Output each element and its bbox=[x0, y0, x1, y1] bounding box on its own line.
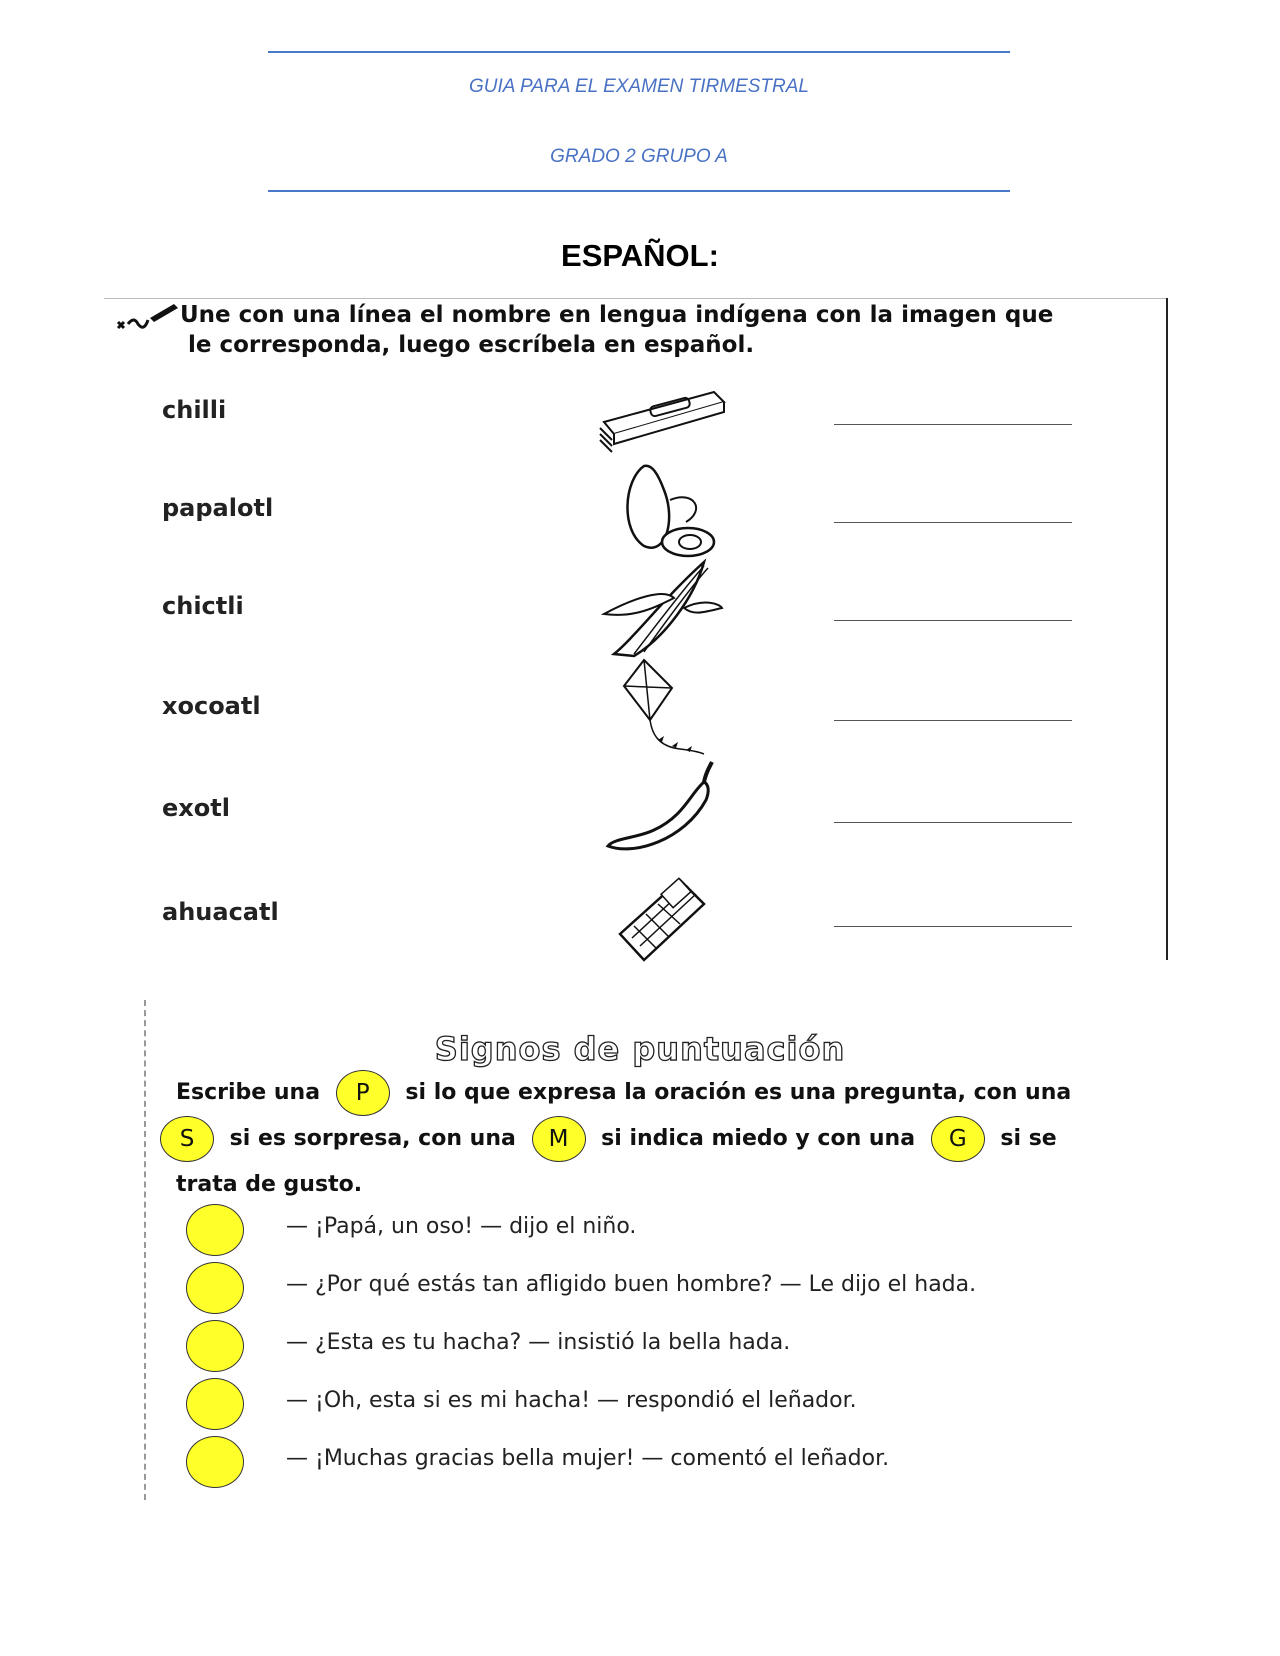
sentence-item bbox=[186, 1436, 1136, 1488]
sentence-item bbox=[186, 1320, 1136, 1372]
instruction-line-1: Une con una línea el nombre en lengua indígena con la imagen que bbox=[180, 302, 1054, 328]
word-xocoatl: xocoatl bbox=[162, 692, 261, 720]
match-row bbox=[104, 378, 1168, 458]
exercise-left-border bbox=[144, 1000, 146, 1500]
sentence-item bbox=[186, 1262, 1136, 1314]
answer-circle[interactable] bbox=[186, 1320, 244, 1372]
badge-m: M bbox=[532, 1116, 586, 1162]
gum-icon bbox=[594, 362, 734, 462]
word-chilli: chilli bbox=[162, 396, 227, 424]
exercise-top-border bbox=[104, 298, 1168, 299]
answer-line[interactable] bbox=[834, 522, 1072, 523]
answer-line[interactable] bbox=[834, 424, 1072, 425]
intro-text: Escribe una bbox=[176, 1080, 321, 1105]
punctuation-exercise bbox=[140, 1000, 1140, 1500]
chocolate-bar-icon bbox=[594, 864, 734, 964]
match-row bbox=[104, 574, 1168, 654]
section-title: ESPAÑOL: bbox=[561, 238, 719, 273]
matching-exercise bbox=[104, 298, 1168, 960]
sentence-item bbox=[186, 1204, 1136, 1256]
sentence-text: — ¡Muchas gracias bella mujer! — comentó el leñador. bbox=[286, 1446, 890, 1471]
corn-icon bbox=[594, 558, 734, 658]
intro-text: si lo que expresa la oración es una pregunta, con una bbox=[405, 1080, 1072, 1105]
avocado-icon bbox=[594, 460, 734, 560]
word-chictli: chictli bbox=[162, 592, 244, 620]
intro-text: si se bbox=[1000, 1126, 1057, 1151]
intro-text: si es sorpresa, con una bbox=[229, 1126, 516, 1151]
sentence-text: — ¿Por qué estás tan afligido buen hombre? — Le dijo el hada. bbox=[286, 1272, 977, 1297]
punctuation-title: Signos de puntuación bbox=[434, 1030, 846, 1068]
answer-line[interactable] bbox=[834, 926, 1072, 927]
match-row bbox=[104, 776, 1168, 856]
match-row bbox=[104, 674, 1168, 754]
word-exotl: exotl bbox=[162, 794, 230, 822]
answer-circle[interactable] bbox=[186, 1436, 244, 1488]
word-ahuacatl: ahuacatl bbox=[162, 898, 279, 926]
answer-circle[interactable] bbox=[186, 1378, 244, 1430]
matching-instructions bbox=[180, 300, 1160, 360]
header-subtitle: GRADO 2 GRUPO A bbox=[550, 146, 728, 167]
chili-pepper-icon bbox=[594, 760, 734, 860]
intro-text: si indica miedo y con una bbox=[601, 1126, 916, 1151]
answer-line[interactable] bbox=[834, 620, 1072, 621]
answer-circle[interactable] bbox=[186, 1204, 244, 1256]
sentence-item bbox=[186, 1378, 1136, 1430]
header-title: GUIA PARA EL EXAMEN TIRMESTRAL bbox=[469, 76, 809, 97]
pencil-icon bbox=[116, 302, 180, 336]
answer-line[interactable] bbox=[834, 720, 1072, 721]
sentence-text: — ¡Papá, un oso! — dijo el niño. bbox=[286, 1214, 637, 1239]
intro-text: trata de gusto. bbox=[176, 1172, 363, 1197]
badge-g: G bbox=[931, 1116, 985, 1162]
sentence-text: — ¡Oh, esta si es mi hacha! — respondió el leñador. bbox=[286, 1388, 857, 1413]
sentence-text: — ¿Esta es tu hacha? — insistió la bella hada. bbox=[286, 1330, 791, 1355]
badge-p: P bbox=[336, 1070, 390, 1116]
badge-s: S bbox=[160, 1116, 214, 1162]
instruction-line-2: le corresponda, luego escríbela en español. bbox=[188, 332, 755, 358]
match-row bbox=[104, 476, 1168, 556]
answer-circle[interactable] bbox=[186, 1262, 244, 1314]
answer-line[interactable] bbox=[834, 822, 1072, 823]
kite-icon bbox=[594, 658, 734, 758]
match-row bbox=[104, 880, 1168, 960]
punctuation-instructions bbox=[176, 1070, 1136, 1208]
word-papalotl: papalotl bbox=[162, 494, 274, 522]
header-bottom-rule bbox=[268, 190, 1010, 192]
header-top-rule bbox=[268, 51, 1010, 53]
